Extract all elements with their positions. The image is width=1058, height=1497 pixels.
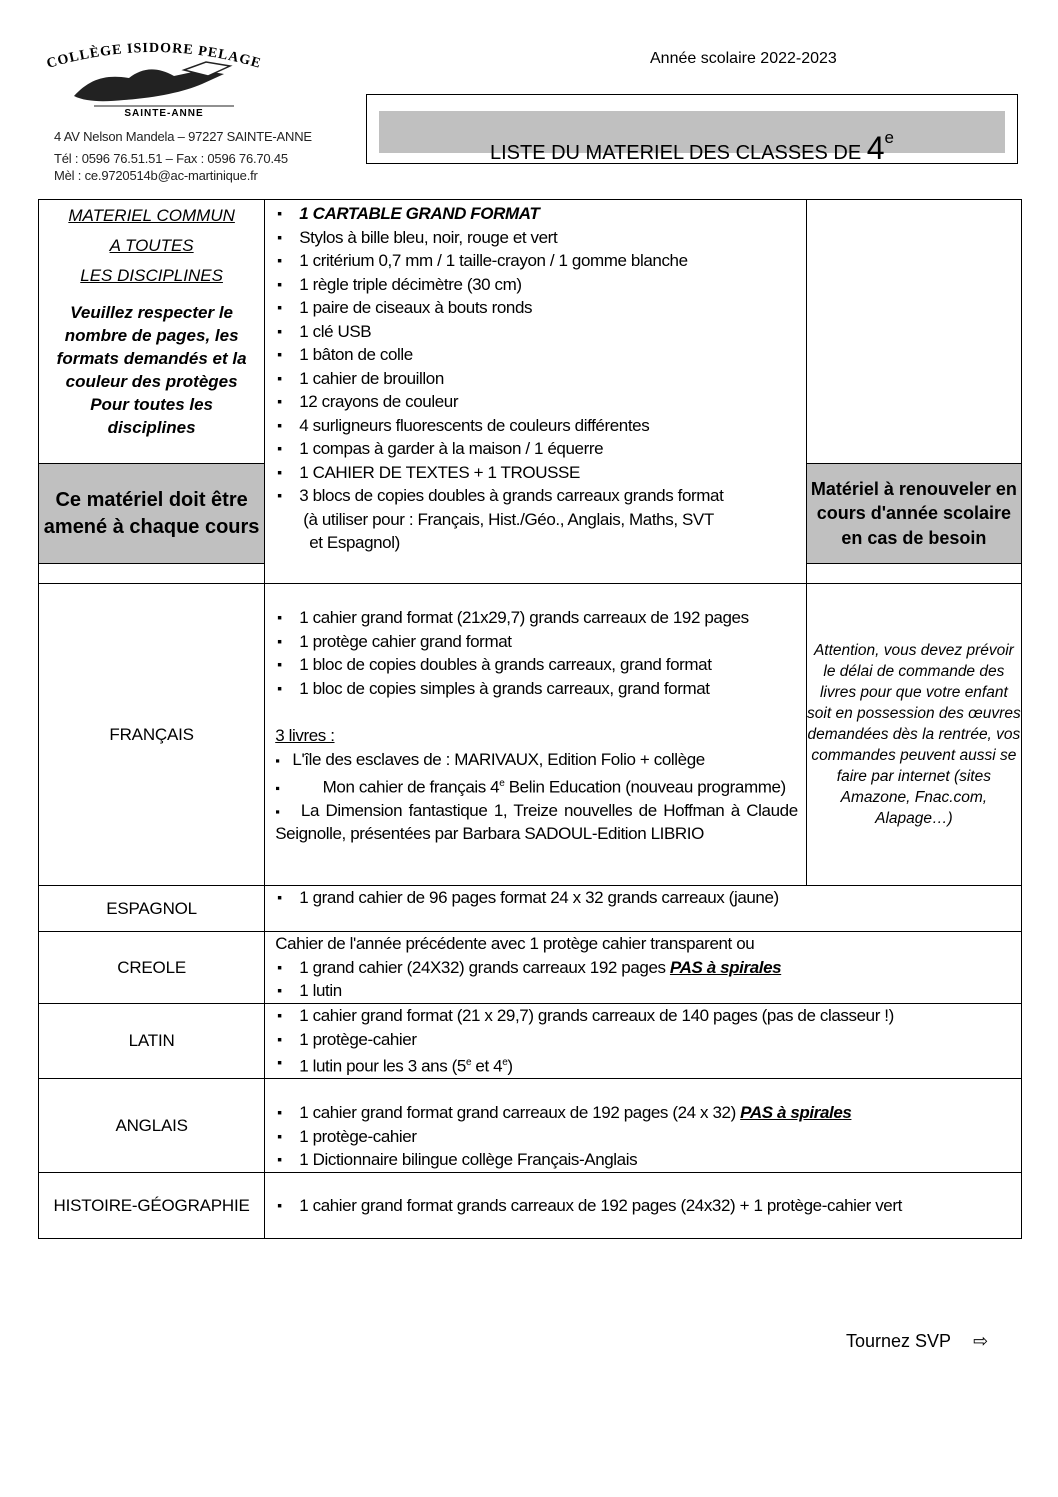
list-item: ▪ 1 règle triple décimètre (30 cm) — [265, 273, 806, 297]
subject-latin: LATIN — [39, 1004, 265, 1079]
list-item: ▪ 1 CAHIER DE TEXTES + 1 TROUSSE — [265, 461, 806, 485]
common-items-note-2: et Espagnol) — [309, 533, 400, 552]
logo-top-text: COLLÈGE ISIDORE PELAGE — [45, 40, 263, 72]
book-1: ▪ L'île des esclaves de : MARIVAUX, Edition Folio + collège — [275, 749, 705, 769]
list-item: ▪ 1 protège-cahier — [265, 1028, 1021, 1052]
school-phone: Tél : 0596 76.51.51 – Fax : 0596 76.70.45 — [54, 151, 288, 166]
common-notice: Veuillez respecter le nombre de pages, les formats demandés et la couleur des protèges Pour toutes les disciplines — [56, 303, 247, 437]
empty-cell — [806, 200, 1021, 464]
list-item: ▪ 1 bâton de colle — [265, 343, 806, 367]
list-item: ▪ 1 paire de ciseaux à bouts ronds — [265, 296, 806, 320]
list-item: ▪ 1 cahier grand format (21 x 29,7) grands carreaux de 140 pages (pas de classeur !) — [265, 1004, 1021, 1028]
common-heading-2: A TOUTES — [109, 236, 194, 255]
latin-items-cell — [265, 1004, 1022, 1079]
list-item: ▪ Stylos à bille bleu, noir, rouge et vert — [265, 226, 806, 250]
histoire-items-cell — [265, 1173, 1022, 1239]
must-bring-notice: Ce matériel doit être amené à chaque cours — [39, 464, 265, 564]
common-items-cell — [265, 200, 807, 584]
list-item: ▪ 1 bloc de copies doubles à grands carreaux, grand format — [265, 653, 798, 677]
list-item: ▪ 1 protège-cahier — [265, 1125, 1021, 1149]
book-2: ▪ Mon cahier de français 4e Belin Education (nouveau programme) — [275, 777, 786, 797]
book-order-note: Attention, vous devez prévoir le délai de commande des livres pour que votre enfant soit en possession des œuvres demandées dès la rentrée, vos commandes peuvent aussi se faire par internet (sites Amazone, Fnac.com, Alapage…) — [806, 584, 1021, 886]
creole-items-cell — [265, 932, 1022, 1004]
list-item: ▪ 1 cahier grand format (21x29,7) grands carreaux de 192 pages — [265, 606, 798, 630]
list-item: ▪ 1 protège cahier grand format — [265, 630, 798, 654]
school-year: Année scolaire 2022-2023 — [650, 50, 837, 67]
list-item: ▪ 1 cahier grand format grand carreaux de 192 pages (24 x 32) PAS à spirales — [265, 1101, 1021, 1125]
list-item: ▪ 1 grand cahier (24X32) grands carreaux 192 pages PAS à spirales — [265, 956, 1021, 980]
school-logo — [34, 40, 274, 118]
empty-cell — [806, 564, 1021, 584]
list-item: ▪ 1 Dictionnaire bilingue collège Français-Anglais — [265, 1148, 1021, 1172]
common-items-note-1: (à utiliser pour : Français, Hist./Géo., Anglais, Maths, SVT — [303, 509, 714, 529]
empty-cell — [39, 564, 265, 584]
supply-table — [38, 199, 1022, 1239]
renew-notice: Matériel à renouveler en cours d'année scolaire en cas de besoin — [806, 464, 1021, 564]
common-heading-3: LES DISCIPLINES — [80, 266, 223, 285]
common-heading-1: MATERIEL COMMUN — [68, 206, 235, 225]
school-email: Mèl : ce.9720514b@ac-martinique.fr — [54, 168, 258, 183]
espagnol-items-cell — [265, 886, 1022, 932]
list-item: ▪ 1 cahier grand format grands carreaux de 192 pages (24x32) + 1 protège-cahier vert — [265, 1194, 1021, 1218]
school-address: 4 AV Nelson Mandela – 97227 SAINTE-ANNE — [54, 129, 312, 144]
list-item: ▪ 1 CARTABLE GRAND FORMAT — [265, 202, 806, 226]
list-item: ▪ 1 compas à garder à la maison / 1 équerre — [265, 437, 806, 461]
title-box — [366, 94, 1018, 164]
subject-creole: CREOLE — [39, 932, 265, 1004]
list-item: ▪ 4 surligneurs fluorescents de couleurs différentes — [265, 414, 806, 438]
list-item: ▪ 1 grand cahier de 96 pages format 24 x 32 grands carreaux (jaune) — [265, 886, 1021, 910]
list-item: ▪ 1 critérium 0,7 mm / 1 taille-crayon / 1 gomme blanche — [265, 249, 806, 273]
francais-items-cell — [265, 584, 807, 886]
turn-page-note: Tournez SVP ⇨ — [846, 1331, 989, 1352]
books-label: 3 livres : — [275, 726, 335, 745]
list-item: ▪ 3 blocs de copies doubles à grands carreaux grands format — [265, 484, 806, 508]
page-title: LISTE DU MATERIEL DES CLASSES DE 4e — [379, 111, 1005, 153]
subject-espagnol: ESPAGNOL — [39, 886, 265, 932]
list-item: ▪ 1 clé USB — [265, 320, 806, 344]
book-3: ▪ La Dimension fantastique 1, Treize nouvelles de Hoffman à Claude Seignolle, présentées par Barbara SADOUL-Edition LIBRIO — [275, 801, 798, 844]
list-item: ▪ 1 lutin pour les 3 ans (5e et 4e) — [265, 1051, 1021, 1078]
subject-anglais: ANGLAIS — [39, 1079, 265, 1173]
list-item: ▪ 1 lutin — [265, 979, 1021, 1003]
subject-francais: FRANÇAIS — [39, 584, 265, 886]
logo-bottom-text: SAINTE-ANNE — [124, 108, 204, 118]
subject-histoire-geographie: HISTOIRE-GÉOGRAPHIE — [39, 1173, 265, 1239]
common-heading-cell — [39, 200, 265, 464]
list-item: ▪ 1 cahier de brouillon — [265, 367, 806, 391]
svg-text:COLLÈGE ISIDORE PELAGE — [45, 41, 263, 72]
anglais-items-cell — [265, 1079, 1022, 1173]
list-item: ▪ 12 crayons de couleur — [265, 390, 806, 414]
list-item: ▪ 1 bloc de copies simples à grands carreaux, grand format — [265, 677, 798, 701]
arrow-right-icon: ⇨ — [973, 1331, 989, 1352]
creole-intro: Cahier de l'année précédente avec 1 protège cahier transparent ou — [275, 934, 755, 953]
